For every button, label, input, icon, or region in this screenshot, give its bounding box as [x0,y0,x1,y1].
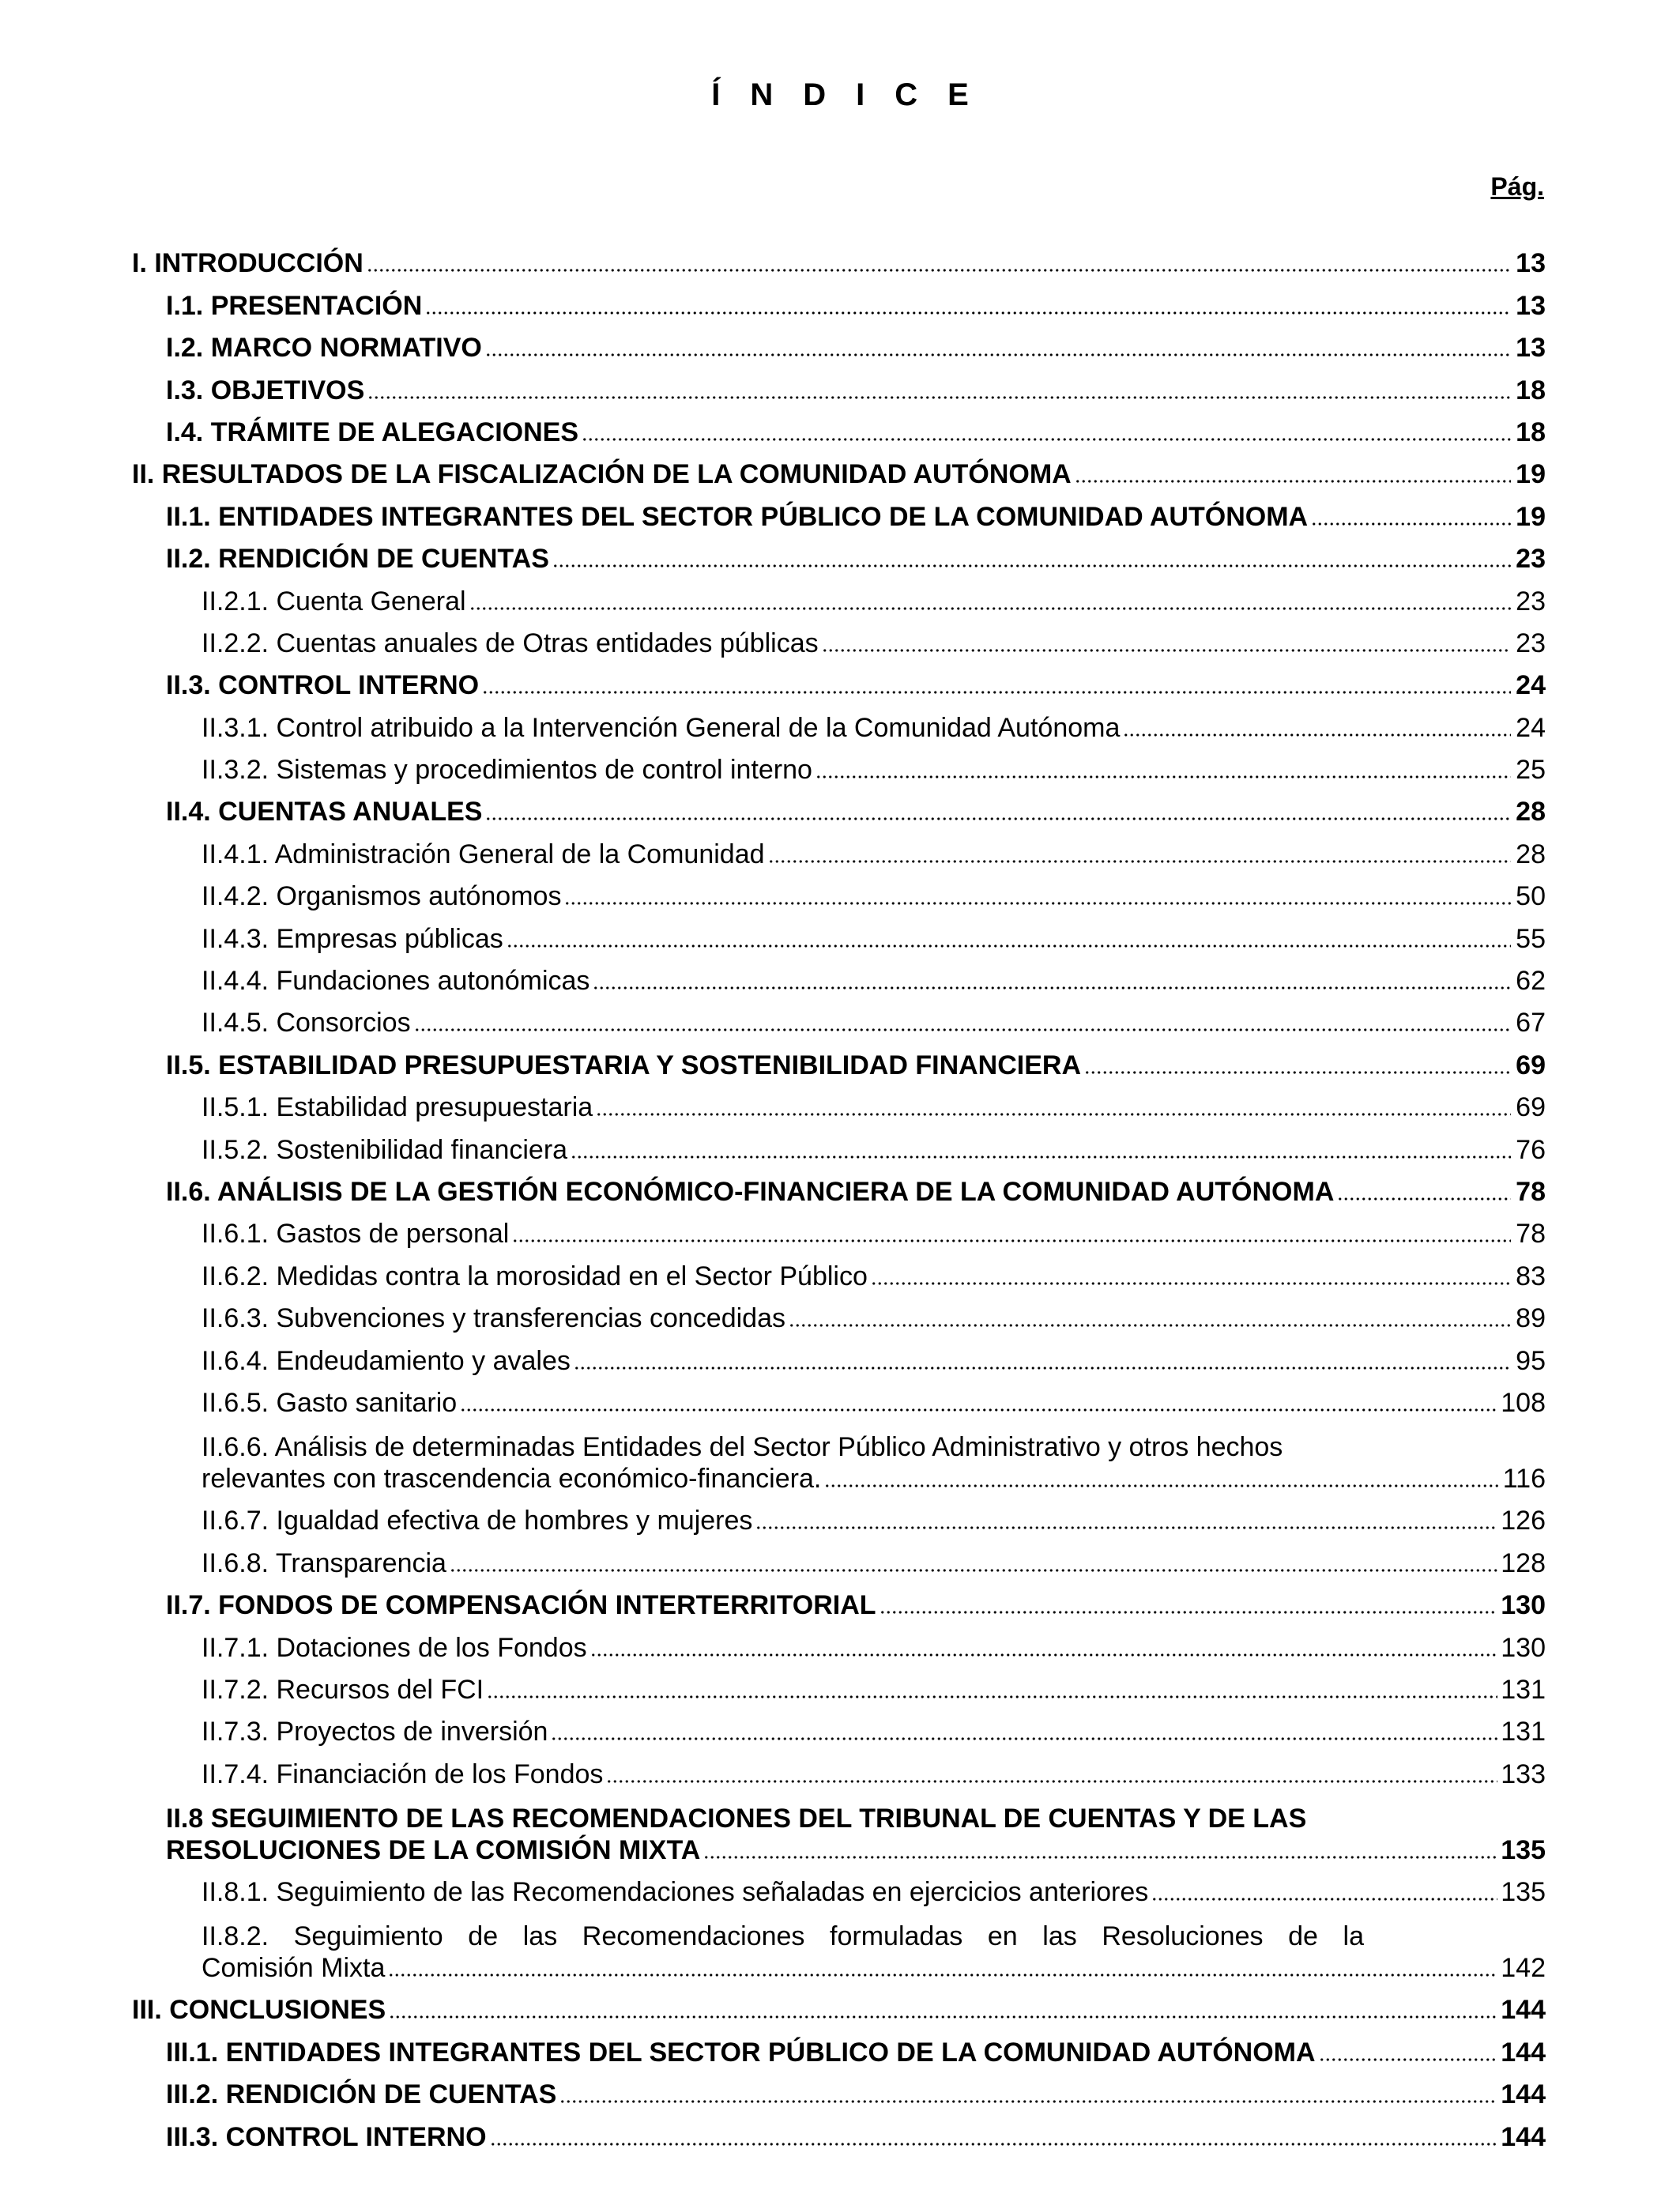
toc-entry[interactable] [132,1166,1546,1208]
toc-entry[interactable] [132,364,1546,405]
toc-entry-page-number: 144 [1501,2121,1546,2152]
toc-entry-page-number: 89 [1516,1303,1546,1334]
toc-entry-label: I.1. PRESENTACIÓN [166,290,423,321]
dot-leader [590,1653,1498,1657]
toc-entry-page-number: 144 [1501,2037,1546,2068]
toc-entry[interactable] [132,533,1546,575]
toc-entry-page-number: 28 [1516,797,1546,827]
toc-entry-label: III.2. RENDICIÓN DE CUENTAS [166,2079,557,2110]
dot-leader [1151,1897,1497,1902]
dot-leader [485,352,1511,357]
toc-entry[interactable] [132,237,1546,279]
toc-entry-label: II.5.2. Sostenibilidad financiera [202,1134,568,1165]
toc-entry[interactable] [132,1334,1546,1376]
dot-leader [596,1112,1511,1117]
toc-entry-page-number: 23 [1516,628,1546,658]
toc-entry-label: II.6.7. Igualdad efectiva de hombres y mujeres [202,1506,753,1536]
dot-leader [871,1281,1511,1286]
toc-entry-page-number: 131 [1501,1674,1546,1705]
toc-entry[interactable] [132,2110,1546,2152]
toc-entry-page-number: 13 [1516,248,1546,279]
toc-entry-page-number: 144 [1501,2079,1546,2110]
toc-entry-label: II.6.1. Gastos de personal [202,1219,510,1250]
toc-entry-label: III.3. CONTROL INTERNO [166,2121,487,2152]
toc-entry-page-number: 126 [1501,1506,1546,1536]
dot-leader [414,1027,1511,1032]
toc-entry[interactable] [132,1208,1546,1250]
toc-entry[interactable] [132,1664,1546,1706]
toc-entry[interactable] [132,870,1546,912]
toc-entry[interactable] [132,1536,1546,1578]
dot-leader [485,816,1511,821]
toc-entry-label: II.6.4. Endeudamiento y avales [202,1345,571,1376]
toc-entry-label: III. CONCLUSIONES [132,1995,386,2026]
dot-leader [755,1525,1497,1530]
toc-entry[interactable] [132,1039,1546,1080]
dot-leader [490,2142,1498,2147]
toc-entry-label: II.5.1. Estabilidad presupuestaria [202,1092,593,1123]
dot-leader [367,268,1511,273]
toc-entry-label: II.6. ANÁLISIS DE LA GESTIÓN ECONÓMICO-FINANCIERA DE LA COMUNIDAD AUTÓNOMA [166,1176,1335,1207]
toc-entry[interactable] [132,1495,1546,1536]
toc-entry[interactable] [132,617,1546,659]
dot-leader [789,1323,1511,1328]
dot-leader [606,1779,1497,1784]
dot-leader [1319,2057,1498,2062]
toc-entry[interactable] [132,1377,1546,1419]
toc-entry[interactable] [132,1706,1546,1747]
toc-entry[interactable] [132,997,1546,1039]
toc-entry-label: II.7.3. Proyectos de inversión [202,1717,548,1747]
toc-entry-page-number: 24 [1516,712,1546,743]
toc-entry-page-number: 108 [1501,1387,1546,1418]
dot-leader [822,648,1511,653]
toc-entry-label: II.8.2. Seguimiento de las Recomendaciones formuladas en las Resoluciones de la [202,1921,1364,1952]
toc-entry-page-number: 83 [1516,1261,1546,1291]
toc-entry-label: II.4.1. Administración General de la Comunidad [202,839,765,869]
dot-leader [816,775,1511,779]
toc-entry-page-number: 19 [1516,501,1546,532]
toc-entry-label: II.6.5. Gasto sanitario [202,1387,458,1418]
toc-entry[interactable] [132,659,1546,701]
toc-entry-label: II.7.1. Dotaciones de los Fondos [202,1632,587,1663]
toc-entry-label: RESOLUCIONES DE LA COMISIÓN MIXTA [166,1834,701,1865]
toc-entry[interactable] [132,786,1546,827]
toc-entry-page-number: 28 [1516,839,1546,869]
toc-entry-label: II.6.8. Transparencia [202,1547,446,1578]
toc-entry-label: II.6.2. Medidas contra la morosidad en el Sector Público [202,1261,868,1291]
toc-entry-label: I.2. MARCO NORMATIVO [166,333,482,364]
toc-entry-label: II.5. ESTABILIDAD PRESUPUESTARIA Y SOSTENIBILIDAD FINANCIERA [166,1050,1082,1080]
toc-entry-page-number: 95 [1516,1345,1546,1376]
toc-entry-label: II.2.1. Cuenta General [202,586,466,616]
toc-entry-page-number: 67 [1516,1008,1546,1039]
toc-entry[interactable] [132,744,1546,786]
toc-entry-label: II.7.2. Recursos del FCI [202,1674,484,1705]
toc-entry-label: II.3. CONTROL INTERNO [166,670,480,701]
toc-entry-label: II.4.3. Empresas públicas [202,923,503,954]
toc-entry[interactable] [132,1866,1546,1908]
dot-leader [450,1568,1497,1573]
dot-leader [367,395,1511,400]
toc-entry-label: I.3. OBJETIVOS [166,375,365,405]
toc-entry-label: II.3.2. Sistemas y procedimientos de control interno [202,755,812,786]
toc-entry-page-number: 13 [1516,290,1546,321]
toc-entry-page-number: 128 [1501,1547,1546,1578]
toc-entry-page-number: 50 [1516,881,1546,912]
toc-entry-page-number: 133 [1501,1759,1546,1789]
toc-entry-page-number: 18 [1516,417,1546,447]
dot-leader [880,1610,1498,1615]
toc-entry-label: II.4. CUENTAS ANUALES [166,797,483,827]
dot-leader [1075,479,1511,484]
toc-entry-label: II.2.2. Cuentas anuales de Otras entidades públicas [202,628,819,658]
toc-entry-label: II.7. FONDOS DE COMPENSACIÓN INTERTERRITORIAL [166,1590,876,1621]
toc-entry[interactable] [132,1081,1546,1123]
toc-entry-page-number: 69 [1516,1050,1546,1080]
dot-leader [552,564,1511,568]
toc-entry[interactable] [132,1908,1546,1984]
toc-entry[interactable] [132,912,1546,954]
toc-entry[interactable] [132,1292,1546,1334]
dot-leader [768,859,1511,864]
toc-entry[interactable] [132,1621,1546,1663]
dot-leader [1337,1197,1511,1201]
toc-entry[interactable] [132,955,1546,997]
toc-entry-page-number: 78 [1516,1176,1546,1207]
toc-entry-label: II.3.1. Control atribuido a la Intervención General de la Comunidad Autónoma [202,712,1121,743]
toc-entry-label: I. INTRODUCCIÓN [132,248,363,279]
dot-leader [593,986,1511,990]
toc-entry-page-number: 116 [1502,1463,1546,1494]
index-title: ÍNDICE [711,77,999,112]
dot-leader [824,1483,1499,1488]
toc-entry[interactable] [132,701,1546,743]
toc-entry[interactable] [132,448,1546,490]
toc-entry-page-number: 55 [1516,923,1546,954]
dot-leader [469,606,1511,611]
dot-leader [482,690,1511,695]
toc-entry-page-number: 130 [1501,1632,1546,1663]
toc-entry-label: II.8 SEGUIMIENTO DE LAS RECOMENDACIONES DEL TRIBUNAL DE CUENTAS Y DE LAS [166,1803,1307,1834]
toc-entry-label: Comisión Mixta [202,1953,386,1984]
toc-entry-page-number: 142 [1501,1953,1546,1984]
toc-entry[interactable] [132,279,1546,321]
dot-leader [1311,522,1511,526]
toc-entry[interactable] [132,2026,1546,2068]
dot-leader [512,1238,1511,1243]
dot-leader [1084,1070,1511,1075]
toc-entry[interactable] [132,1790,1546,1866]
toc-entry-label: II.2. RENDICIÓN DE CUENTAS [166,544,549,575]
toc-entry-page-number: 131 [1501,1717,1546,1747]
table-of-contents [132,237,1546,2153]
dot-leader [425,311,1511,315]
toc-entry-label: I.4. TRÁMITE DE ALEGACIONES [166,417,579,447]
toc-entry-page-number: 19 [1516,459,1546,490]
toc-entry[interactable] [132,1250,1546,1291]
toc-entry-label: II.6.6. Análisis de determinadas Entidades del Sector Público Administrativo y otros hechos [202,1431,1283,1462]
toc-entry-page-number: 18 [1516,375,1546,405]
toc-entry-page-number: 130 [1501,1590,1546,1621]
toc-entry-label: II.6.3. Subvenciones y transferencias concedidas [202,1303,785,1334]
dot-leader [703,1855,1497,1860]
toc-entry-page-number: 13 [1516,333,1546,364]
toc-entry-label: II.7.4. Financiación de los Fondos [202,1759,604,1789]
toc-entry-page-number: 24 [1516,670,1546,701]
toc-entry-label: II.1. ENTIDADES INTEGRANTES DEL SECTOR PÚBLICO DE LA COMUNIDAD AUTÓNOMA [166,501,1309,532]
toc-entry[interactable] [132,1579,1546,1621]
toc-entry-page-number: 78 [1516,1219,1546,1250]
dot-leader [507,944,1511,948]
dot-leader [551,1736,1497,1741]
dot-leader [389,2015,1497,2019]
toc-entry[interactable] [132,575,1546,616]
toc-entry-label: II.8.1. Seguimiento de las Recomendaciones señaladas en ejercicios anteriores [202,1877,1149,1908]
toc-entry-page-number: 135 [1501,1834,1546,1865]
toc-entry[interactable] [132,490,1546,532]
toc-entry-page-number: 69 [1516,1092,1546,1123]
toc-entry-page-number: 25 [1516,755,1546,786]
dot-leader [1123,733,1511,737]
dot-leader [388,1973,1497,1977]
toc-entry[interactable] [132,1419,1546,1495]
toc-entry[interactable] [132,1984,1546,2026]
toc-entry[interactable] [132,827,1546,869]
toc-entry[interactable] [132,322,1546,364]
toc-entry[interactable] [132,1123,1546,1165]
toc-entry-label: II. RESULTADOS DE LA FISCALIZACIÓN DE LA COMUNIDAD AUTÓNOMA [132,459,1072,490]
toc-entry[interactable] [132,1747,1546,1789]
dot-leader [564,901,1511,906]
dot-leader [559,2099,1497,2104]
toc-entry-page-number: 144 [1501,1995,1546,2026]
toc-entry-label: II.4.2. Organismos autónomos [202,881,562,912]
toc-entry-page-number: 135 [1501,1877,1546,1908]
toc-entry-page-number: 76 [1516,1134,1546,1165]
dot-leader [460,1408,1497,1412]
toc-entry-label: III.1. ENTIDADES INTEGRANTES DEL SECTOR PÚBLICO DE LA COMUNIDAD AUTÓNOMA [166,2037,1316,2068]
dot-leader [582,437,1511,442]
toc-entry-label: II.4.5. Consorcios [202,1008,411,1039]
toc-entry-label: II.4.4. Fundaciones autonómicas [202,966,590,997]
toc-entry-label: relevantes con trascendencia económico-financiera. [202,1463,822,1494]
toc-entry[interactable] [132,2068,1546,2110]
toc-entry-page-number: 23 [1516,586,1546,616]
dot-leader [571,1155,1511,1159]
page-column-header: Pág. [1490,172,1544,201]
dot-leader [487,1695,1497,1699]
toc-entry-page-number: 23 [1516,544,1546,575]
toc-entry[interactable] [132,406,1546,448]
dot-leader [574,1366,1511,1370]
toc-entry-page-number: 62 [1516,966,1546,997]
